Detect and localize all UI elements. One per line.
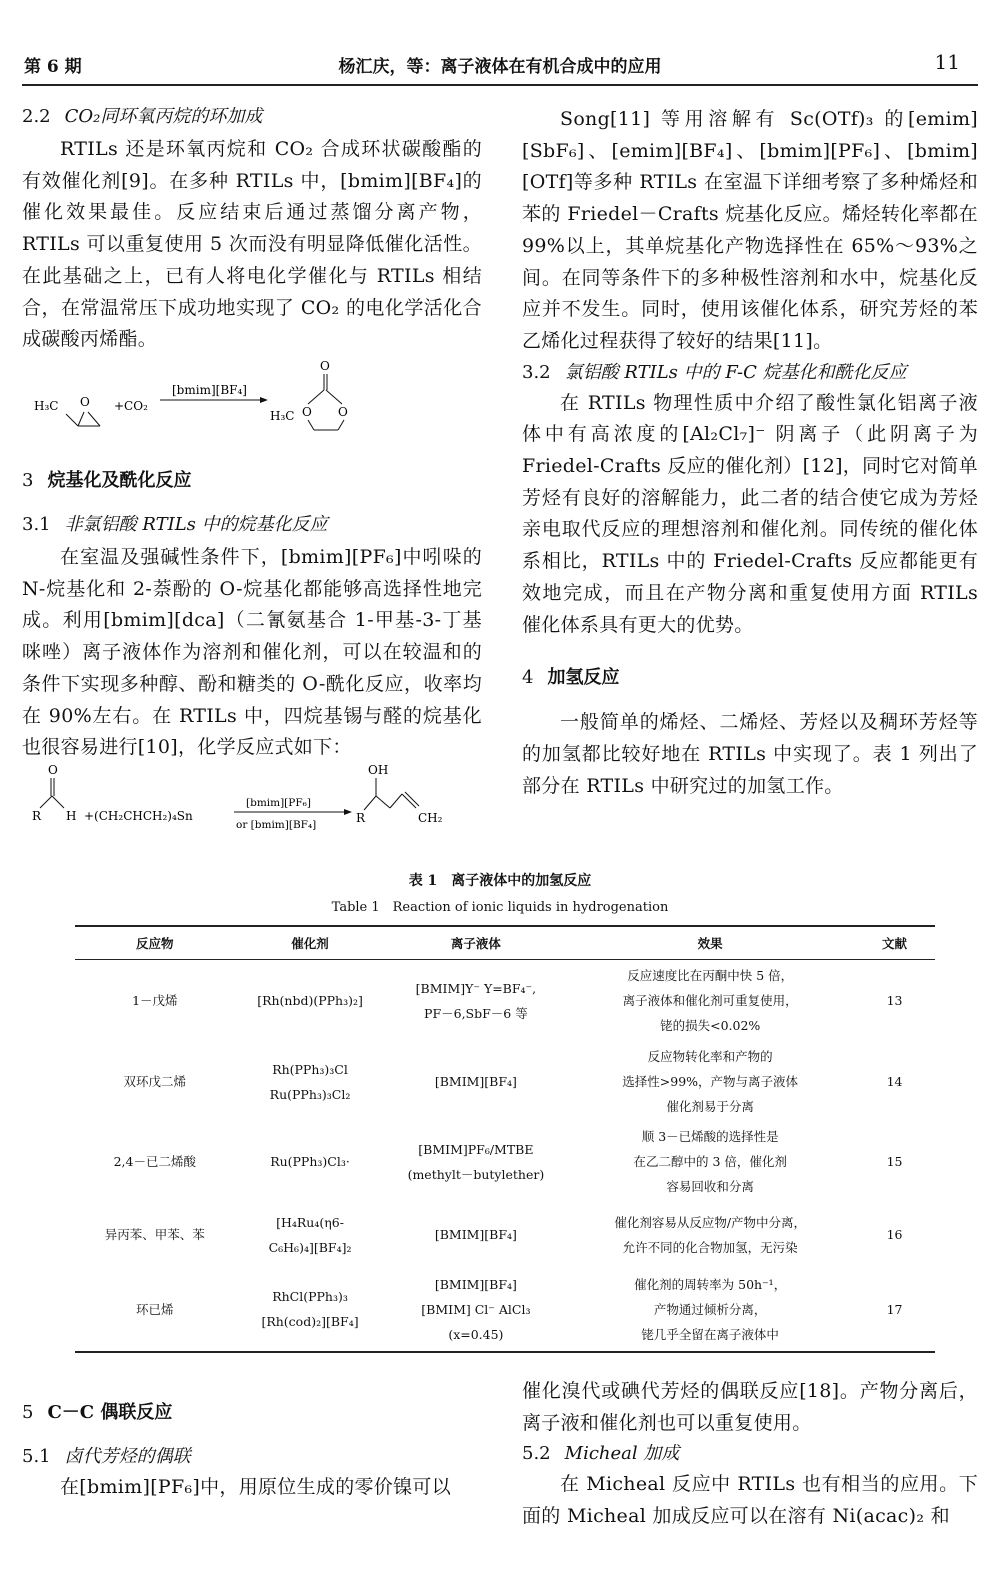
rxn2-reagent: +(CH₂CHCH₂)₄Sn — [84, 809, 193, 823]
section-4-paragraph: 一般简单的烯烃、二烯烃、芳烃以及稠环芳烃等的加氢都比较好地在 RTILs 中实现了。表 1 列出了部分在 RTILs 中研究过的加氢工作。 — [522, 711, 978, 797]
table-cell: [H₄Ru₄(η6- C₆H₆)₄][BF₄]₂ — [268, 1214, 352, 1255]
table-cell: 双环戊二烯 — [123, 1074, 187, 1089]
section-3-heading: 3 烷基化及酰化反应 — [22, 470, 192, 491]
table-cell: [BMIM][BF₄] [BMIM] Cl⁻ AlCl₃ (x=0.45) — [385, 1268, 566, 1352]
right-paragraph-1: Song[11] 等用溶解有 Sc(OTf)₃ 的[emim][SbF₆]、[emim][BF₄]、[bmim][PF₆]、[bmim][OTf]等多种 RTILs 在室温下详细考察了多种烯烃和苯的 Friedel－Crafts 烷基化反应。烯烃转化率都在 99%以上，其单烷基化产物选择性在 65%～93%之间。在同等条件下的多种极性溶剂和水中，烷基化反应并不发生。同时，使用该催化体系，研究芳烃的苯乙烯化过程获得了较好的结果[11]。 — [522, 108, 978, 352]
left-column-top — [22, 102, 482, 356]
table-cell: RhCl(PPh₃)₃ [Rh(cod)₂][BF₄] — [235, 1268, 386, 1352]
table-cell: [BMIM]PF₆/MTBE (methylt－butylether) — [407, 1141, 545, 1182]
rxn1-ring-3 — [308, 420, 314, 430]
rxn1-product-o1: O — [302, 405, 312, 419]
table-row — [75, 1122, 935, 1202]
table-cell: 催化剂容易从反应物/产物中分离， 允许不同的化合物加氢，无污染 — [614, 1214, 807, 1255]
th-ionic-liquid: 离子液体 — [385, 926, 566, 960]
rxn2-bond-r — [40, 796, 52, 808]
section-3-2-heading: 3.2 氯铝酸 RTILs 中的 F-C 烷基化和酰化反应 — [522, 361, 907, 383]
section-2-2-paragraph: RTILs 还是环氧丙烷和 CO₂ 合成环状碳酸酯的有效催化剂[9]。在多种 RTILs 中，[bmim][BF₄]的催化效果最佳。反应结束后通过蒸馏分离产物，RTILs 可以重复使用 5 次而没有明显降低催化活性。在此基础之上，已有人将电化学催化与 RTILs 相结合，在常温常压下成功地实现了 CO₂ 的电化学活化合成碳酸丙烯酯。 — [22, 138, 482, 351]
table-cell: [BMIM][BF₄] — [434, 1074, 517, 1089]
table-row — [75, 1042, 935, 1122]
section-5-2-paragraph: 在 Micheal 反应中 RTILs 也有相当的应用。下面的 Micheal 加成反应可以在溶有 Ni(acac)₂ 和 — [522, 1473, 978, 1528]
th-reference: 文献 — [854, 926, 935, 960]
rxn2-o-top: O — [48, 763, 58, 777]
rxn2-bond-r2 — [364, 796, 376, 810]
table-cell: 13 — [886, 993, 903, 1009]
issue-label: 第 6 期 — [24, 57, 82, 77]
right-column-top — [522, 104, 978, 802]
rxn1-bond-d — [78, 412, 84, 426]
table-cell: 1－戊烯 — [132, 993, 178, 1009]
rxn2-r-right: R — [356, 811, 366, 825]
rxn1-arrow-head — [260, 397, 268, 403]
hydrogenation-table — [75, 925, 935, 1353]
page-number: 11 — [934, 50, 960, 74]
rxn2-arrow-head — [344, 809, 352, 815]
table-cell: Ru(PPh₃)Cl₃· — [270, 1154, 350, 1169]
rxn2-ch2: CH₂ — [418, 811, 443, 825]
table-cell: [Rh(nbd)(PPh₃)₂] — [257, 993, 363, 1009]
table-cell: 17 — [854, 1268, 935, 1352]
section-3-1-heading: 3.1 非氯铝酸 RTILs 中的烷基化反应 — [22, 514, 328, 535]
header-rule — [22, 84, 978, 86]
table-header-row — [75, 926, 935, 960]
th-catalyst: 催化剂 — [235, 926, 386, 960]
rxn2-chain-1 — [376, 796, 390, 808]
section-3-2-paragraph: 在 RTILs 物理性质中介绍了酸性氯化铝离子液体中有高浓度的[Al₂Cl₇]⁻ 阴离子（此阴离子为 Friedel-Crafts 反应的催化剂）[12]，同时它对简单芳烃有良好的溶解能力，此二者的结合使它成为芳烃亲电取代反应的理想溶剂和催化剂。同传统的催化体系相比，RTILs 中的 Friedel-Crafts 反应都能更有效地完成，而且在产物分离和重复使用方面 RTILs 催化体系具有更大的优势。 — [522, 391, 978, 636]
table-caption-cn: 表 1 离子液体中的加氢反应 — [408, 873, 592, 889]
table-row — [75, 1202, 935, 1268]
table-cell: 顺 3－已烯酸的选择性是 在乙二醇中的 3 倍，催化剂 容易回收和分离 — [633, 1129, 787, 1194]
right-continued-paragraph: 催化溴代或碘代芳烃的偶联反应[18]。产物分离后，离子液和催化剂也可以重复使用。 — [522, 1380, 978, 1434]
th-reactant: 反应物 — [75, 926, 235, 960]
section-5-heading: 5 C－C 偶联反应 — [22, 1402, 173, 1423]
section-5-1-paragraph: 在[bmim][PF₆]中，用原位生成的零价镍可以 — [60, 1476, 452, 1498]
table-cell: [BMIM][BF₄] — [434, 1227, 517, 1242]
rxn1-catalyst: [bmim][BF₄] — [172, 383, 247, 397]
rxn1-plus-co2: +CO₂ — [114, 399, 148, 413]
rxn2-bond-h — [52, 796, 64, 808]
table-cell: 反应物转化率和产物的 选择性>99%，产物与离子液体 催化剂易于分离 — [622, 1049, 799, 1114]
table-cell: 16 — [886, 1227, 903, 1242]
reaction-scheme-2 — [22, 758, 482, 830]
left-column-bottom — [22, 1398, 482, 1504]
reaction-scheme-1 — [22, 350, 482, 440]
rxn1-ring-1 — [308, 390, 324, 404]
section-4-heading: 4 加氢反应 — [522, 667, 620, 689]
left-column-mid — [22, 466, 482, 764]
rxn2-cond-top: [bmim][PF₆] — [246, 797, 311, 809]
th-effect: 效果 — [566, 926, 854, 960]
table-cell: [BMIM]Y⁻ Y=BF₄⁻, PF－6,SbF－6 等 — [415, 980, 537, 1021]
table-caption-en: Table 1 Reaction of ionic liquids in hydrogenation — [331, 900, 669, 915]
rxn2-r-left: R — [32, 809, 42, 823]
rxn2-oh: OH — [368, 763, 389, 777]
table-cell: 催化剂的周转率为 50h⁻¹， 产物通过倾析分离， 铑几乎全留在离子液体中 — [566, 1268, 854, 1352]
rxn1-bond-c — [88, 412, 100, 426]
table-cell: Rh(PPh₃)₃Cl Ru(PPh₃)₃Cl₂ — [269, 1061, 351, 1102]
rxn2-chain-2 — [390, 794, 402, 808]
table-cell: 反应速度比在丙酮中快 5 倍， 离子液体和催化剂可重复使用， 铑的损失<0.02% — [622, 968, 798, 1034]
rxn1-product-h3c: H₃C — [270, 409, 295, 423]
rxn2-cond-bottom: or [bmim][BF₄] — [236, 819, 317, 830]
section-3-1-paragraph: 在室温及强碱性条件下，[bmim][PF₆]中吲哚的 N-烷基化和 2-萘酚的 O-烷基化都能够高选择性地完成。利用[bmim][dca]（二氰氨基合 1-甲基-3-丁基咪唑）离子液体作为溶剂和催化剂，可以在较温和的条件下实现多种醇、酚和糖类的 O-酰化反应，收率均在 90%左右。在 RTILs 中，四烷基锡与醛的烷基化也很容易进行[10]，化学反应式如下： — [22, 546, 482, 759]
rxn1-ring-5 — [338, 420, 344, 430]
rxn1-reactant: H₃C — [34, 399, 59, 413]
table-cell: 2,4－已二烯酸 — [113, 1154, 196, 1169]
table-row — [75, 1268, 935, 1352]
rxn1-bond-a — [66, 414, 78, 426]
table-cell: 15 — [886, 1154, 903, 1169]
rxn2-h: H — [66, 809, 77, 823]
section-2-2-heading: 2.2 CO₂同环氧丙烷的环加成 — [22, 106, 263, 127]
section-5-2-heading: 5.2 Micheal 加成 — [522, 1443, 680, 1465]
section-5-1-heading: 5.1 卤代芳烃的偶联 — [22, 1446, 191, 1467]
rxn1-product-o2: O — [338, 405, 348, 419]
rxn1-ring-2 — [326, 390, 342, 404]
running-title: 杨汇庆，等：离子液体在有机合成中的应用 — [338, 57, 662, 77]
rxn1-epoxide-o: O — [80, 395, 90, 409]
table-cell: 14 — [886, 1074, 903, 1089]
table-cell: 异丙苯、甲苯、苯 — [104, 1227, 205, 1242]
table-row — [75, 960, 935, 1042]
rxn1-product-o-top: O — [320, 359, 330, 373]
right-column-bottom — [522, 1376, 978, 1533]
table-cell: 环已烯 — [75, 1268, 235, 1352]
